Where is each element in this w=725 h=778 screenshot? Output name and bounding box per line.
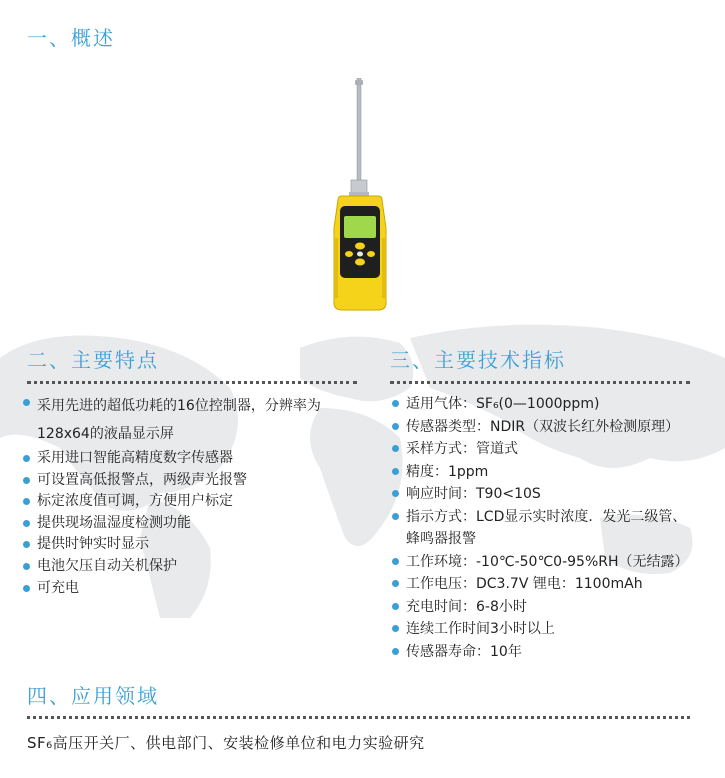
bullet-icon xyxy=(392,648,399,655)
bullet-icon xyxy=(23,455,30,462)
bullet-icon xyxy=(392,400,399,407)
bullet-icon xyxy=(392,513,399,520)
section-overview-heading: 一、概述 xyxy=(27,26,115,50)
bullet-icon xyxy=(23,399,30,406)
list-item: 传感器寿命：10年 xyxy=(392,641,717,664)
list-item: 可充电 xyxy=(23,578,363,600)
bullet-icon xyxy=(23,563,30,570)
bullet-icon xyxy=(23,498,30,505)
bullet-icon xyxy=(392,625,399,632)
list-item: 精度：1ppm xyxy=(392,461,717,484)
list-item: 可设置高低报警点，两级声光报警 xyxy=(23,470,363,492)
list-item: 传感器类型：NDIR（双波长红外检测原理） xyxy=(392,416,717,439)
list-item: 电池欠压自动关机保护 xyxy=(23,556,363,578)
bullet-icon xyxy=(23,541,30,548)
applications-divider xyxy=(27,716,690,719)
list-item: 响应时间：T90<10S xyxy=(392,483,717,506)
bullet-icon xyxy=(392,603,399,610)
section-applications-heading: 四、应用领域 xyxy=(27,684,159,708)
specs-list xyxy=(392,393,717,663)
lcd-screen xyxy=(344,216,376,238)
list-item: 采用先进的超低功耗的16位控制器，分辨率为 128x64的液晶显示屏 xyxy=(23,392,363,448)
list-item: 采样方式：管道式 xyxy=(392,438,717,461)
bullet-icon xyxy=(23,477,30,484)
list-item: 充电时间：6-8小时 xyxy=(392,596,717,619)
bullet-icon xyxy=(392,468,399,475)
bullet-icon xyxy=(23,520,30,527)
features-divider xyxy=(27,381,357,384)
section-features-heading: 二、主要特点 xyxy=(27,348,159,372)
list-item: 连续工作时间3小时以上 xyxy=(392,618,717,641)
bullet-icon xyxy=(392,580,399,587)
bullet-icon xyxy=(392,445,399,452)
specs-divider xyxy=(390,381,690,384)
list-item: 工作电压：DC3.7V 锂电：1100mAh xyxy=(392,573,717,596)
list-item: 适用气体：SF₆(0—1000ppm) xyxy=(392,393,717,416)
bullet-icon xyxy=(392,558,399,565)
list-item: 工作环境：-10℃-50℃0-95%RH（无结露） xyxy=(392,551,717,574)
features-list xyxy=(23,392,363,599)
list-item: 提供时钟实时显示 xyxy=(23,534,363,556)
list-item: 指示方式：LCD显示实时浓度．发光二级管、 蜂鸣器报警 xyxy=(392,506,717,551)
list-item: 标定浓度值可调，方便用户标定 xyxy=(23,491,363,513)
list-item: 采用进口智能高精度数字传感器 xyxy=(23,448,363,470)
bullet-icon xyxy=(392,490,399,497)
list-item: 提供现场温湿度检测功能 xyxy=(23,513,363,535)
bullet-icon xyxy=(392,423,399,430)
gas-detector-image xyxy=(320,78,400,312)
bullet-icon xyxy=(23,585,30,592)
section-specs-heading: 三、主要技术指标 xyxy=(390,348,566,372)
applications-text: SF₆高压开关厂、供电部门、安装检修单位和电力实验研究 xyxy=(27,734,425,752)
